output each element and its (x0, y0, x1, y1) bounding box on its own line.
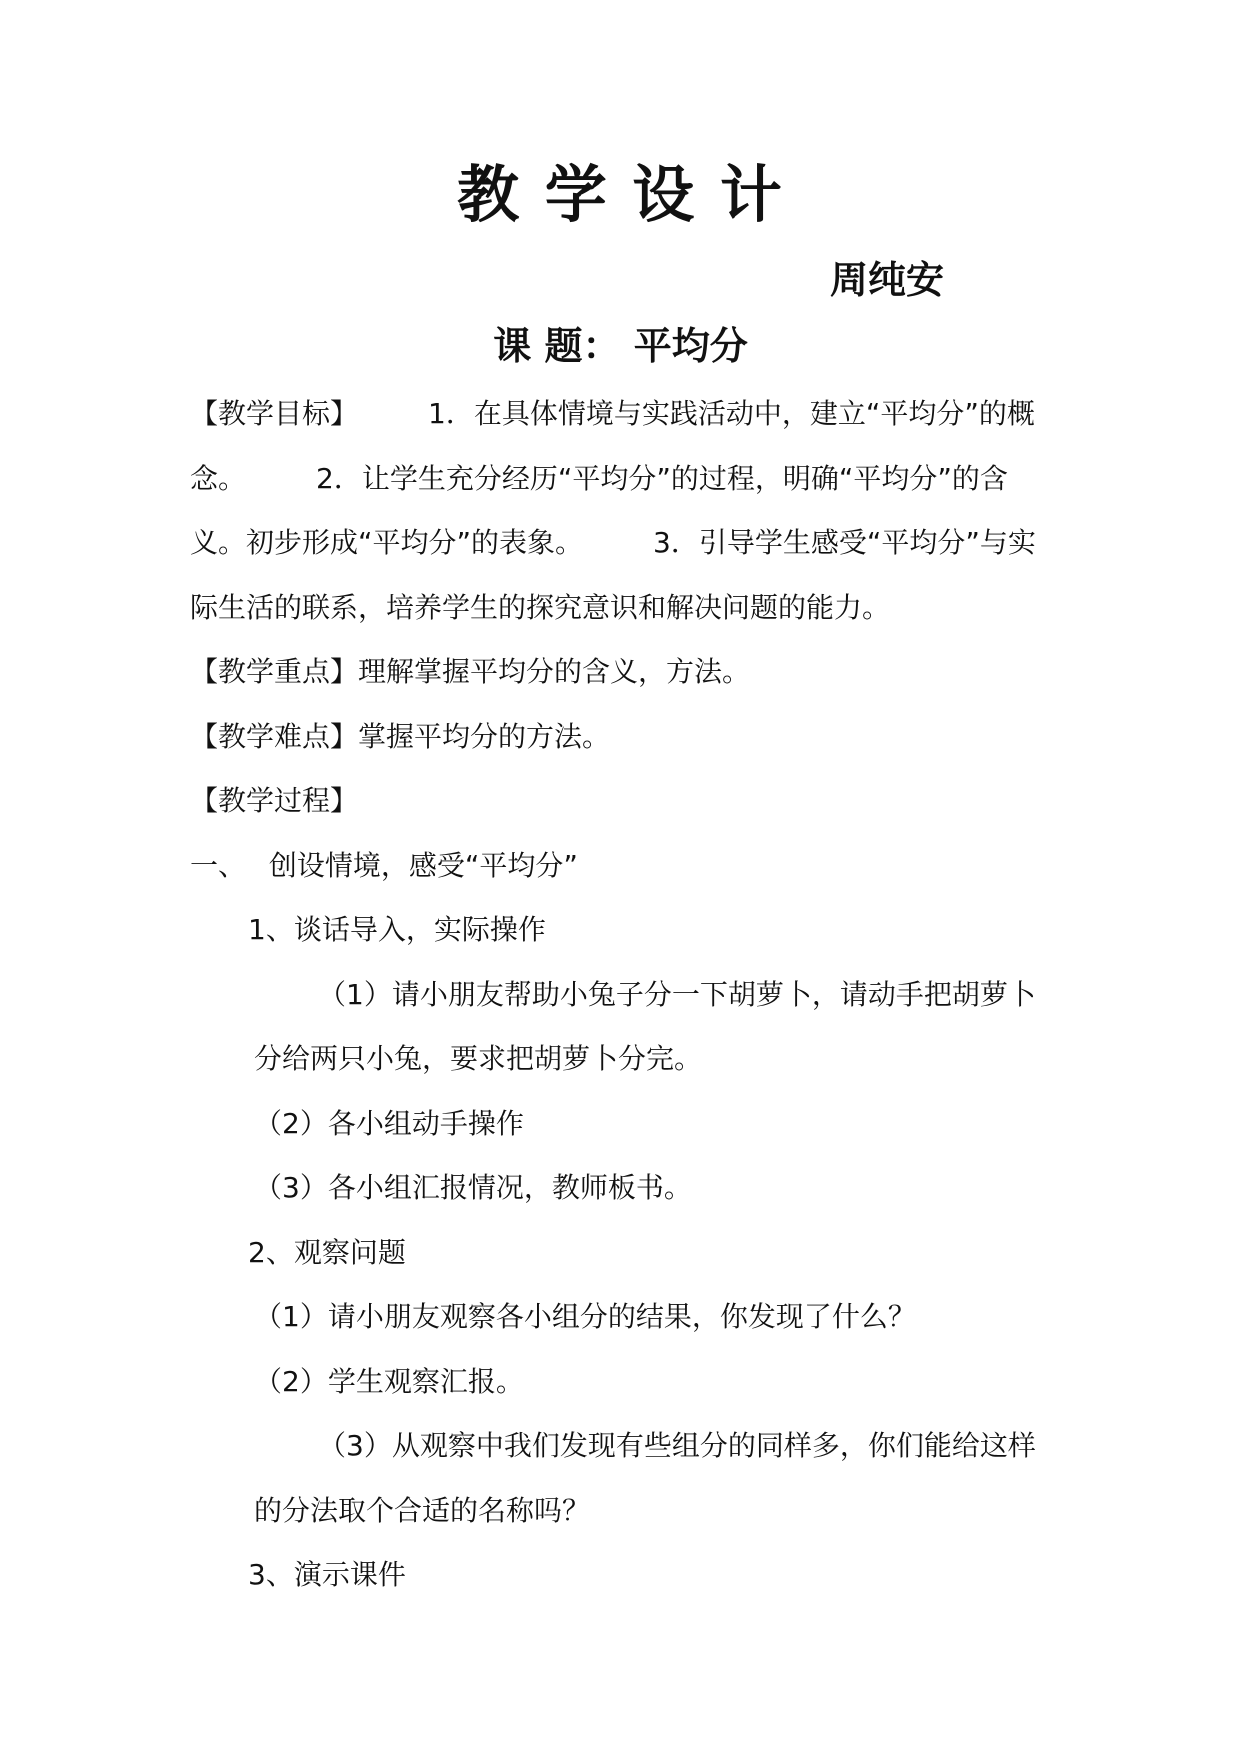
step-item: （1）请小朋友观察各小组分的结果，你发现了什么？ (254, 1300, 916, 1333)
step-item: （3）从观察中我们发现有些组分的同样多，你们能给这样的分法取个合适的名称吗？ (254, 1429, 1036, 1527)
step-item: （3）各小组汇报情况，教师板书。 (254, 1171, 692, 1204)
step-heading: 1、谈话导入，实际操作 (248, 913, 546, 946)
document-title: 教 学 设 计 (457, 158, 784, 231)
document-body (190, 382, 1060, 1608)
key-point-paragraph: 【教学重点】理解掌握平均分的含义，方法。 (190, 655, 751, 688)
step-item: （2）各小组动手操作 (254, 1106, 524, 1140)
step-heading: 3、演示课件 (248, 1558, 406, 1591)
step-heading: 2、观察问题 (248, 1235, 406, 1269)
author-name: 周纯安 (830, 258, 945, 302)
section-heading: 一、 创设情境，感受“平均分” (190, 848, 578, 882)
step-item: （2）学生观察汇报。 (254, 1364, 524, 1398)
difficulty-paragraph: 【教学难点】掌握平均分的方法。 (190, 719, 611, 753)
lesson-subject: 课 题： 平均分 (493, 324, 748, 368)
teaching-goals-paragraph: 【教学目标】 1．在具体情境与实践活动中，建立“平均分”的概念。 2．让学生充分经历“平均分”的过程，明确“平均分”的含义。初步形成“平均分”的表象。 3．引导学生感受“平均分”与实际生活的联系，培养学生的探究意识和解决问题的能力。 (190, 397, 1036, 624)
step-item: （1）请小朋友帮助小兔子分一下胡萝卜，请动手把胡萝卜分给两只小兔，要求把胡萝卜分完。 (254, 977, 1036, 1075)
process-heading: 【教学过程】 (190, 784, 359, 817)
